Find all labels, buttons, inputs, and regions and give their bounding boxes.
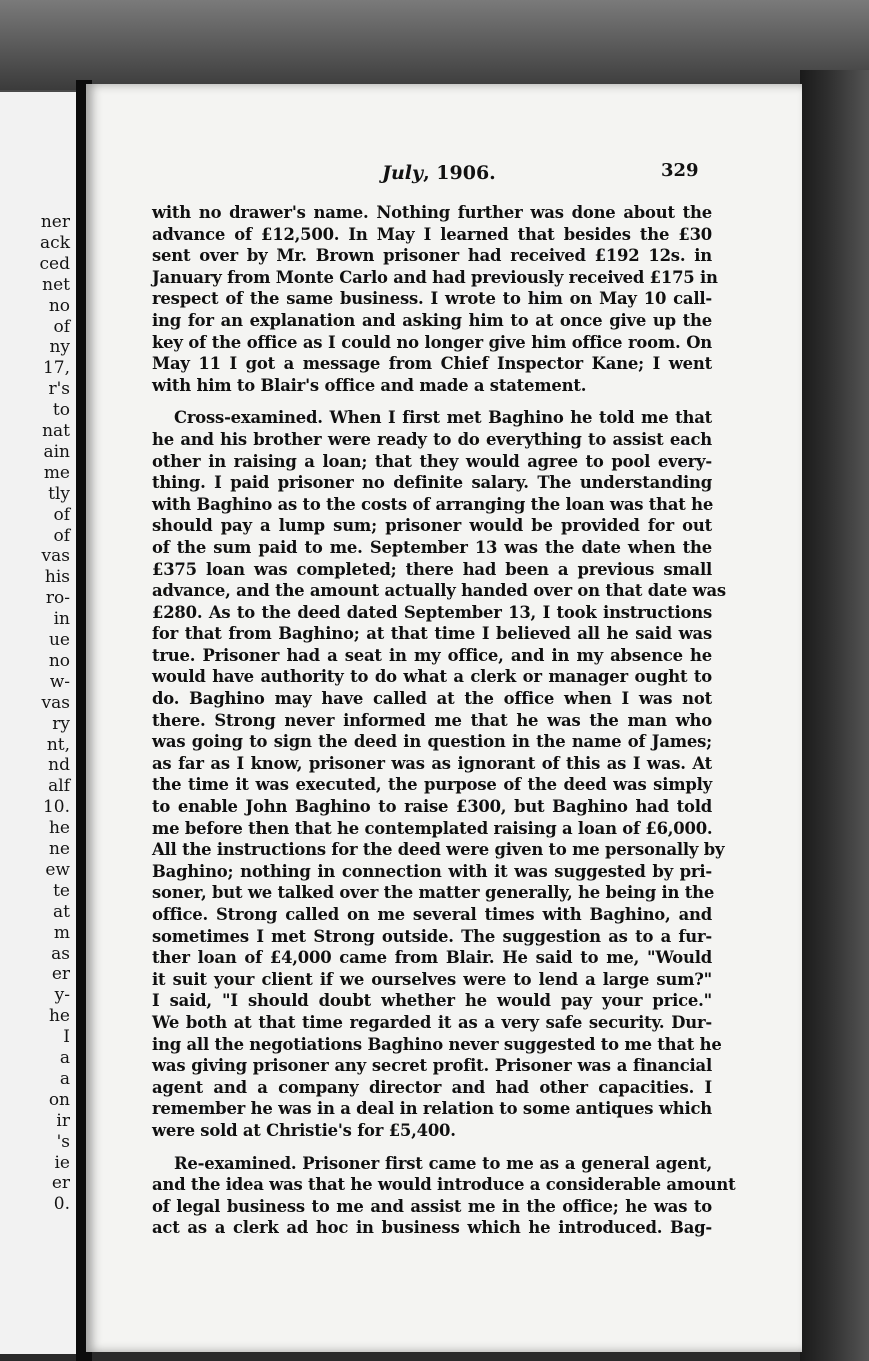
text-line: would have authority to do what a clerk or manager ought to [152,667,712,687]
left-page-fragment: r's [48,379,70,400]
left-page-fragment: vas [41,692,70,713]
page-number: 329 [661,160,699,181]
left-page-fragment: at [53,901,70,922]
text-line: advance, and the amount actually handed over on that date was [152,581,726,601]
text-line: and the idea was that he would introduce a considerable amount [152,1175,736,1195]
right-page [86,84,802,1352]
left-page-fragment: nat [42,421,70,441]
text-line: of legal business to me and assist me in the office; he was to [152,1196,712,1216]
left-page-fragment: 17, [42,358,70,379]
left-page-fragment: ue [48,630,70,650]
text-line: ing all the negotiations Baghino never suggested to me that he [152,1034,722,1054]
text-line: £375 loan was completed; there had been a previous small [152,559,712,579]
left-page-fragment: a [59,1048,70,1068]
text-line: true. Prisoner had a seat in my office, and in my absence he [152,645,712,665]
left-page-fragment: nt, [46,734,70,755]
text-line: respect of the same business. I wrote to him on May 10 call- [152,289,712,309]
left-page-fragment: me [43,462,70,483]
text-line: key of the office as I could no longer give him office room. On [152,332,712,352]
text-line: Cross-examined. When I first met Baghino he told me that [174,408,712,428]
left-page-fragment: he [48,1006,70,1027]
paragraph-gap [152,1142,712,1153]
left-page-fragment: vas [41,546,70,567]
left-page-fragment: as [51,943,70,964]
text-line: act as a clerk ad hoc in business which he introduced. Bag- [152,1218,712,1238]
text-line: for that from Baghino; at that time I believed all he said was [152,624,712,644]
left-page-fragment: ry [52,713,70,734]
text-line: sent over by Mr. Brown prisoner had received £192 12s. in [152,246,712,266]
page-body-text [152,202,736,1239]
left-page-fragment: ir [56,1110,70,1131]
left-page-fragment: ner [40,212,70,232]
left-page-edge [0,92,79,1354]
left-page-fragment: 's [56,1131,70,1152]
left-page-fragment: ced [39,253,70,274]
scan-background-top [0,0,869,90]
left-page-fragment: of [53,504,70,525]
text-line: should pay a lump sum; prisoner would be provided for out [152,516,712,536]
text-line: All the instructions for the deed were given to me personally by [152,840,725,860]
left-page-fragment: nd [48,755,70,776]
text-line: was going to sign the deed in question in the name of James; [152,732,712,752]
text-line: I said, "I should doubt whether he would pay your price." [152,991,712,1011]
left-page-fragment: his [44,567,70,588]
left-page-fragment: on [48,1089,70,1110]
text-line: Baghino; nothing in connection with it was suggested by pri- [152,861,712,881]
left-page-fragment: m [53,922,70,943]
paragraph [152,202,718,396]
left-page-fragment: er [51,1173,70,1194]
paragraph-gap [152,396,712,407]
left-page-fragment: no [48,295,70,316]
text-line: sometimes I met Strong outside. The suggestion as to a fur- [152,926,712,946]
left-page-fragment: in [53,609,70,630]
text-line: it suit your client if we ourselves were to lend a large sum?" [152,969,712,989]
text-line: other in raising a loan; that they would agree to pool every- [152,451,712,471]
left-page-fragment: ew [45,859,70,880]
header-year: , 1906. [423,162,496,184]
text-line: We both at that time regarded it as a very safe security. Dur- [152,1012,712,1032]
text-line: January from Monte Carlo and had previously received £175 in [152,267,718,287]
text-line: thing. I paid prisoner no definite salary. The understanding [152,473,712,493]
header-month: July [382,162,424,184]
text-line: office. Strong called on me several times with Baghino, and [152,905,712,924]
left-page-fragment: I [63,1027,70,1048]
text-line: to enable John Baghino to raise £300, but Baghino had told [152,797,712,817]
left-page-fragment: ne [48,839,70,859]
text-line: me before then that he contemplated raising a loan of £6,000. [152,818,713,838]
text-line: remember he was in a deal in relation to some antiques which [152,1099,712,1119]
left-page-fragment: he [48,818,70,839]
text-line: do. Baghino may have called at the office when I was not [152,689,712,709]
left-page-fragment: te [53,880,70,901]
text-line: as far as I know, prisoner was as ignorant of this as I was. At [152,753,712,773]
book-edge-right [800,70,869,1361]
left-page-fragment: no [48,650,70,671]
paragraph [152,407,726,1141]
text-line: there. Strong never informed me that he was the man who [152,710,712,730]
left-page-fragment: ro- [45,588,70,609]
left-page-fragment: 10. [42,797,70,818]
text-line: were sold at Christie's for £5,400. [152,1120,456,1140]
left-page-fragment: ny [49,337,70,358]
left-page-fragment: of [53,525,70,546]
left-page-fragment: ack [40,232,70,253]
left-page-fragment: a [59,1068,70,1089]
text-line: £280. As to the deed dated September 13, I took instructions [152,602,712,622]
text-line: soner, but we talked over the matter generally, he being in the [152,883,715,903]
left-page-fragment: y- [54,985,70,1006]
running-header [86,162,802,190]
paragraph [152,1153,736,1239]
text-line: with him to Blair's office and made a statement. [152,375,587,395]
text-line: he and his brother were ready to do everything to assist each [152,429,712,449]
left-page-fragment: of [53,316,70,337]
left-page-fragment: ie [54,1152,70,1173]
text-line: with Baghino as to the costs of arranging the loan was that he [152,494,714,514]
text-line: advance of £12,500. In May I learned that besides the £30 [152,224,712,244]
left-page-fragment: alf [48,776,70,797]
text-line: Re-examined. Prisoner first came to me as a general agent, [174,1153,712,1173]
left-page-fragment: ain [43,441,70,462]
left-page-fragment: tly [48,483,70,504]
text-line: agent and a company director and had other capacities. I [152,1077,712,1097]
left-page-fragment: er [51,964,70,985]
text-line: ther loan of £4,000 came from Blair. He said to me, "Would [152,948,712,968]
left-page-fragment: to [52,400,70,421]
left-page-fragment: net [42,274,70,295]
text-line: ing for an explanation and asking him to at once give up the [152,310,712,330]
text-line: with no drawer's name. Nothing further was done about the [152,203,712,222]
left-page-fragment: w- [49,671,70,692]
text-line: was giving prisoner any secret profit. Prisoner was a financial [152,1056,712,1076]
header-date [382,162,496,184]
text-line: of the sum paid to me. September 13 was the date when the [152,537,712,557]
text-line: May 11 I got a message from Chief Inspector Kane; I went [152,354,712,374]
left-page-fragment: 0. [53,1194,70,1215]
text-line: the time it was executed, the purpose of the deed was simply [152,775,712,795]
